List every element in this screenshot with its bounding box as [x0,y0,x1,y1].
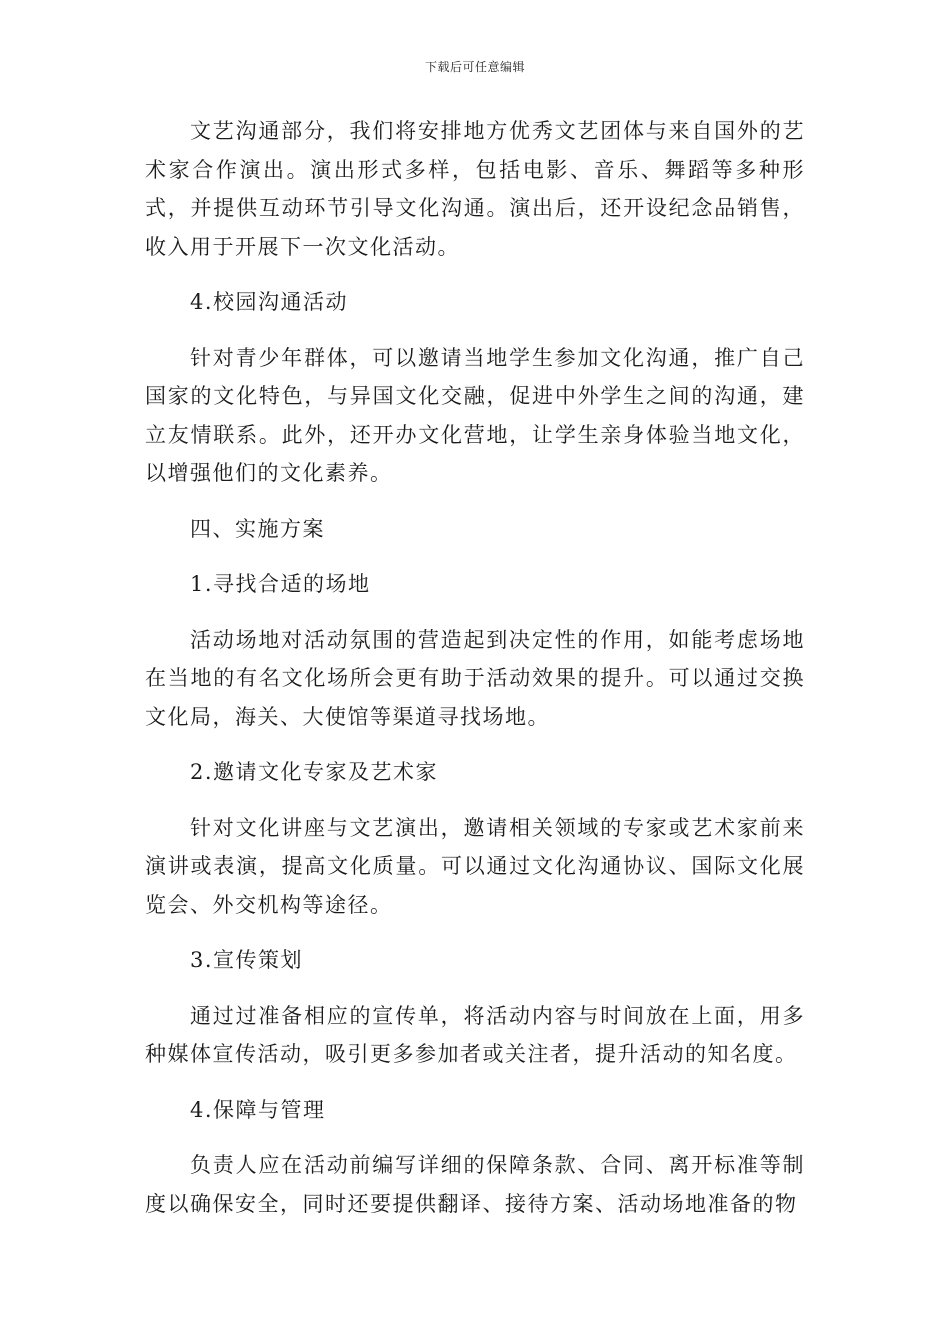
paragraph-campus-activity: 针对青少年群体，可以邀请当地学生参加文化沟通，推广自己国家的文化特色，与异国文化交融，促进中外学生之间的沟通，建立友情联系。此外，还开办文化营地，让学生亲身体验当地文化，以增强他们的文化素养。 [145,345,805,485]
paragraph-publicity: 通过过准备相应的宣传单，将活动内容与时间放在上面，用多种媒体宣传活动，吸引更多参加者或关注者，提升活动的知名度。 [145,1003,805,1066]
heading-implementation-plan: 四、实施方案 [190,516,325,541]
document-body [145,112,805,1240]
heading-campus-activity: 4.校园沟通活动 [190,290,349,314]
paragraph-invite-experts: 针对文化讲座与文艺演出，邀请相关领域的专家或艺术家前来演讲或表演，提高文化质量。可以通过文化沟通协议、国际文化展览会、外交机构等途径。 [145,815,805,917]
page-header: 下载后可任意编辑 [424,60,525,74]
heading-publicity: 3.宣传策划 [190,948,304,972]
heading-invite-experts: 2.邀请文化专家及艺术家 [190,760,439,784]
paragraph-arts-exchange: 文艺沟通部分，我们将安排地方优秀文艺团体与来自国外的艺术家合作演出。演出形式多样，包括电影、音乐、舞蹈等多种形式，并提供互动环节引导文化沟通。演出后，还开设纪念品销售，收入用于开展下一次文化活动。 [145,119,805,259]
heading-security-management: 4.保障与管理 [190,1097,326,1122]
paragraph-find-venue: 活动场地对活动氛围的营造起到决定性的作用，如能考虑场地在当地的有名文化场所会更有助于活动效果的提升。可以通过交换文化局，海关、大使馆等渠道寻找场地。 [145,627,805,729]
heading-find-venue: 1.寻找合适的场地 [190,572,371,596]
paragraph-security-management: 负责人应在活动前编写详细的保障条款、合同、离开标准等制度以确保安全，同时还要提供翻译、接待方案、活动场地准备的物 [145,1153,805,1216]
